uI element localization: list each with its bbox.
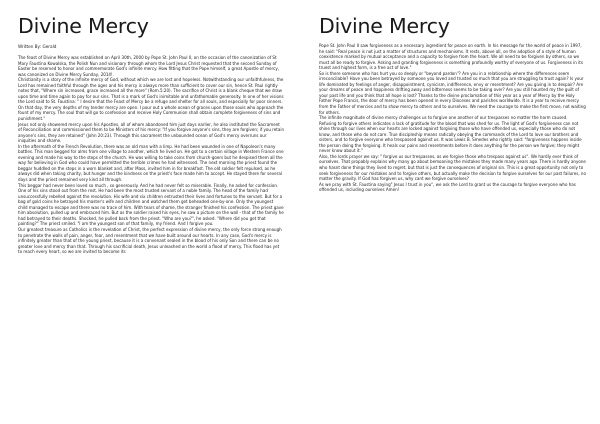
paragraph: Pope St. John Paul II saw forgiveness as a necessary ingredient for peace on earth. In his message for the world of peace in 1997, he said: "Real peace is not just a matter of structures and mechanisms. It rests, above all, on the adoption of a style of human coexistence marked by mutual acceptance and a capacity to forgive from the heart. We all need to be forgiven by others, so we must all be ready to forgive. Asking and granting forgiveness is something profoundly worthy of everyone of us. Forgiveness in its truest and highest form, is a free act of love.": [319, 43, 583, 71]
paragraph: As we pray with St. Faustina saying" Jesus I trust in you", we ask the Lord to grant us the courage to forgive everyone who has offended us, including ourselves Amen!: [319, 181, 576, 193]
paragraph: So is there someone who has hurt you so deeply or "beyond pardon"? Are you in a relationship where the differences seem irreconcilable? Have you been betrayed by someone you loved and trusted so much that you are struggling to trust again? Is your life dominated by feelings of anger, disappointment, cynicism, indifference, envy or resentment? Are you giving in to despair? Are your dreams of peace and happiness drifting away and bitterness seems to be taking over? Are you still haunted my the guilt of your past life and you think that all hope is lost? Thanks to the divine proclamation of this year as a year of Mercy by the Holy Father Pope Francis, the door of mercy has been opened in every Dioceses and parishes worldwide. It is a year to receive mercy from the Father of mercies and to show mercy to others and to ourselves. We need the courage to make the first move, not waiting for others.: [319, 70, 586, 115]
page-title: Divine Mercy: [319, 14, 450, 38]
left-page-body: [18, 55, 284, 255]
paragraph: This beggar had never been loved so much , so generously. And he had never felt so miserable. Finally, he asked for confession. One of his sins stood out from the rest. He had been the most trusted servant of a noble family. The head of the family had unsuccessfully rebelled against the revolution. His wife and six children entrusted their lives and fortunes to the servant. But for a bag of gold coins he betrayed his master's wife and children and watched them get beheaded one-by-one. Only the youngest child managed to escape and there was no trace of him. With tears of shame, the stranger finished his confession. The priest gave him absolution, pulled up and embraced him. But as the soldier raised his eyes, he saw a picture on the wall - that of the family he had betrayed to their deaths. Shocked, he pulled back from the priest. "Who are you?", he asked. "Where did you get that painting?" The priest smiled. "I am the youngest son of that family, my friend. And I forgive you.: [18, 182, 284, 227]
paragraph: Christianity is a story of the infinite mercy of God, without which we are lost and hopeless. Notwithstanding our unfaithfulness, the Lord has remained faithful through the ages and his mercy is always more than sufficient to cover our sin, hence St. Paul rightly notes that, "Where sin increased, grace increased all the more" (Rom.5:20). The sacrifice of Christ is a blank cheque that we draw upon time and time again to pay for our sins. That is a mark of God's inimitable and unfathomable generosity. In one of her visions the Lord said to St. Faustina: " I desire that the Feast of Mercy be a refuge and shelter for all souls, and especially for poor sinners. On that day, the very depths of my tender mercy are open. I pour out a whole ocean of graces upon those souls who approach the fount of my mercy. The soul that will go to confession and receive Holy Communion shall obtain complete forgiveness of sins and punishment.": [18, 77, 284, 122]
paragraph: The infinite magnitude of divine mercy challenges us to forgive one another of our trespasses no matter the harm caused. Refusing to forgive others indicates a lack of gratitude for the blood that was shed for us. The light of God's forgiveness can not shine through our lives when our hearts are locked against forgiving those who have offended us, especially those who do not know, and those who do not care. True discipleship means radically obeying the commands of the Lord to love our brothers and sisters, and to forgive everyone who trespassed against us. It was Lewis B. Smedes who rightly said: "forgiveness happens inside the person doing the forgiving. It heals our pains and resentments before it does anything for the person we forgive; they might never know about it.": [319, 115, 582, 154]
paragraph: Also, the lords prayer we say: " forgive us our trespasses, as we forgive those who trespass against us". We hardly ever think of ourselves. That propably explains why many go about bemoaning the mistakes they made many years ago. There is hardly anyone who hasnt done things they lived to regret, but that is just the consequences of original sin. This is a great opportunity not only to seek forgiveness for our mistakes and to forgive others, but actually make the decision to forgive ourselves for our past failures, no matter the gravity. If God has forgiven us, why cant we forgive ourselves?: [319, 153, 586, 182]
right-page-body: [319, 43, 586, 193]
paragraph: Our greatest treasure as Catholics is the revelation of Christ, the perfect expression of divine mercy, the only force strong enough to penetrate the walls of pain, anger, fear, and resentment that we have built around our hearts. In any case, God's mercy is infinitely greater than that of the young priest, because it is a convenant sealed in the blood of his only Son and there can be no greater love and mercy than that. Through his sacrificial death, Jesus unleashed on the world a flood of mercy. This flood has yet to reach every heart, so we are invited to become its: [18, 226, 282, 255]
byline: Written By: Gerald: [18, 44, 57, 49]
right-page: [300, 0, 600, 424]
page-title: Divine Mercy: [18, 14, 149, 38]
paragraph: Jesus not only showered mercy upon his Apostles, all of whom abandoned him just days earlier, he also instituted the Sacrament of Reconciliation and commissioned them to be Ministers of his mercy: "If you forgive anyone's sins, they are forgiven; if you retain anyone's sins, they are retained" (John 20:23). Through this sacrament the unbounded ocean of God's mercy overruns our iniquities and shame.: [18, 121, 285, 144]
paragraph: The feast of Divine Mercy was established on April 30th, 2000 by Pope St. John Paul II, on the occasion of the canonization of St Mary Faustina Kowalska, the Polish Nun and visionary through whom the Lord Jesus Christ requested that the second Sunday of Easter be reserved to honor and commemorate God's infinite mercy. How fitting that the Pope himself, a great Apostle of mercy, was canonized on Divine Mercy Sunday, 2014!.: [18, 55, 280, 77]
paragraph: In the aftermath of the French Revolution, there was an old man with a limp. He had been wounded in one of Napoleon's many battles. This man begged for alms from one village to another, which he lived on. He got to a certain village in Western France one evening and made his way to the steps of the church. He was willing to take coins from church-goers but he despised them all the way for believing in God who could have permitted the terrible crimes he had witnessed. The next morning the priest found the beggar huddled on the steps in a worn blanket and, after Mass, invited him in for breakfast. The old soldier felt repulsed, as he always did when taking charity, but hunger and the kindness on the priest's face made him to accept. He stayed there for several days and the priest remained very kind all through.: [18, 143, 284, 183]
